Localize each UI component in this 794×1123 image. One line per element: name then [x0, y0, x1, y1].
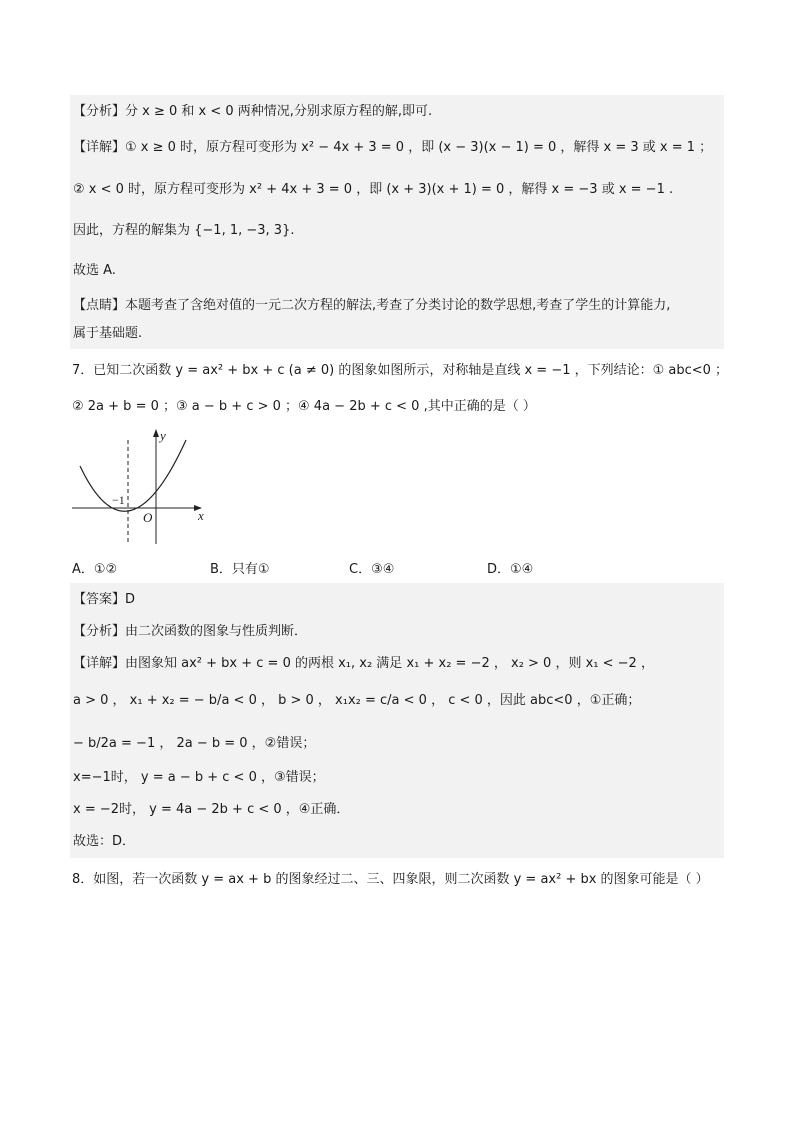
detail-7-line2: a > 0 ， x₁ + x₂ = − b/a < 0 ， b > 0 ， x₁x₂ = c/a < 0 ， c < 0 ，因此 abc<0 ，①正确； [73, 693, 641, 708]
comment-6-line2: 属于基础题. [73, 326, 143, 341]
option-b[interactable]: B．只有① [210, 562, 270, 577]
detail-7-line4: x=−1时， y = a − b + c < 0 ，③错误； [73, 770, 325, 785]
analysis-7: 【分析】由二次函数的图象与性质判断． [73, 624, 308, 639]
detail-7-line3: − b/2a = −1 ， 2a − b = 0 ，②错误； [73, 736, 316, 751]
option-c[interactable]: C．③④ [349, 562, 395, 577]
option-a[interactable]: A．①② [72, 562, 118, 577]
answer-7: 【答案】D [73, 592, 136, 607]
choice-6: 故选 A. [73, 263, 116, 278]
x-axis-label: x [198, 508, 204, 523]
parabola-graph [70, 426, 220, 546]
comment-6-line1: 【点睛】本题考查了含绝对值的一元二次方程的解法,考查了分类讨论的数学思想,考查了学生的计算能力, [73, 298, 671, 313]
y-axis-label: y [160, 428, 166, 443]
y-axis-arrow-icon [153, 429, 159, 437]
question-8-line1: 8．如图，若一次函数 y = ax + b 的图象经过二、三、四象限，则二次函数 y = ax² + bx 的图象可能是（ ） [72, 872, 709, 887]
question-7-line1: 7．已知二次函数 y = ax² + bx + c (a ≠ 0) 的图象如图所示，对称轴是直线 x = −1 ，下列结论：① abc<0 ； [72, 363, 729, 378]
option-d[interactable]: D．①④ [487, 562, 534, 577]
parabola-curve [80, 440, 186, 511]
tick-label-neg1: −1 [112, 493, 125, 507]
analysis-6: 【分析】分 x ≥ 0 和 x < 0 两种情况,分别求原方程的解,即可. [73, 104, 433, 119]
detail-6-case2: ② x < 0 时，原方程可变形为 x² + 4x + 3 = 0 ，即 (x + 3)(x + 1) = 0 ，解得 x = −3 或 x = −1 . [73, 182, 674, 197]
detail-7-line1: 【详解】由图象知 ax² + bx + c = 0 的两根 x₁, x₂ 满足 x₁ + x₂ = −2 ， x₂ > 0 ，则 x₁ < −2 ， [73, 656, 654, 671]
detail-7-line5: x = −2时， y = 4a − 2b + c < 0 ，④正确． [73, 802, 350, 817]
conclusion-6: 因此，方程的解集为 {−1, 1, −3, 3}. [73, 223, 295, 238]
choice-7: 故选：D． [73, 834, 136, 849]
question-7-line2: ② 2a + b = 0 ；③ a − b + c > 0 ；④ 4a − 2b + c < 0 ,其中正确的是（ ） [72, 399, 536, 414]
origin-label: O [143, 510, 153, 525]
detail-6-case1: 【详解】① x ≥ 0 时，原方程可变形为 x² − 4x + 3 = 0 ，即 (x − 3)(x − 1) = 0 ，解得 x = 3 或 x = 1 ； [73, 140, 713, 155]
